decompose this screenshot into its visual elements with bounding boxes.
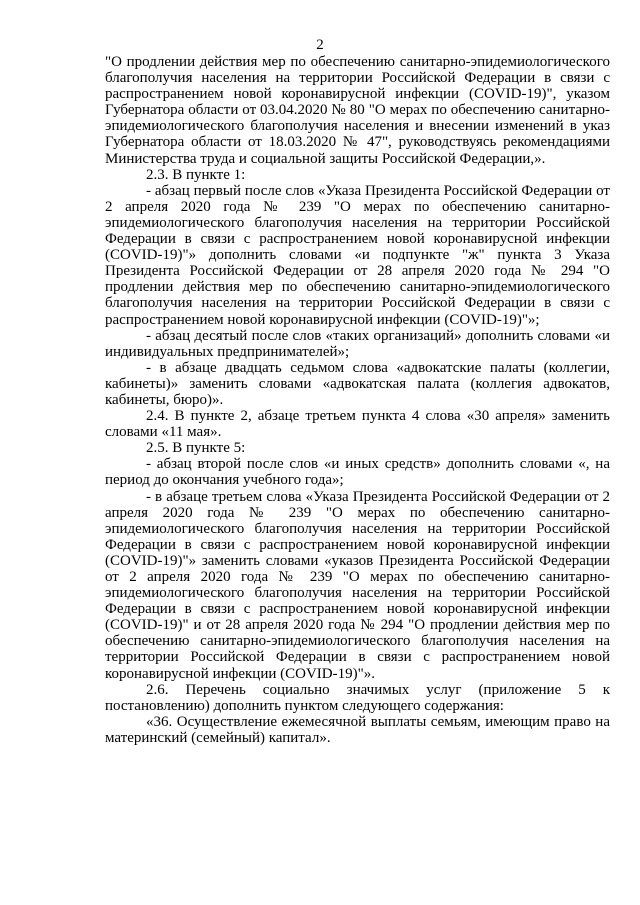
paragraph-2-5-item-1: - абзац второй после слов «и иных средств» дополнить словами «, на период до окончания учебного года»;	[105, 456, 610, 489]
paragraph-2-3-heading: 2.3. В пункте 1:	[146, 166, 246, 183]
paragraph-2-4: 2.4. В пункте 2, абзаце третьем пункта 4 слова «30 апреля» заменить словами «11 мая».	[105, 408, 610, 441]
paragraph-2-5-heading: 2.5. В пункте 5:	[146, 440, 246, 457]
paragraph-2-6-quote: «36. Осуществление ежемесячной выплаты семьям, имеющим право на материнский (семейный) капитал».	[105, 713, 610, 746]
page-number: 2	[316, 37, 324, 53]
paragraph-2-3-item-2: - абзац десятый после слов «таких организаций» дополнить словами «и индивидуальных предпринимателей»;	[105, 327, 610, 360]
paragraph-2-3-item-3: - в абзаце двадцать седьмом слова «адвокатские палаты (коллегии, кабинеты)» заменить словами «адвокатская палата (коллегия адвокатов, кабинеты, бюро)».	[105, 359, 610, 408]
paragraph-continuation: "О продлении действия мер по обеспечению санитарно-эпидемиологического благополучия населения на территории Российской Федерации в связи с распространением новой коронавирусной инфекции (COVID-19)", указом Губернатора области от 03.04.2020 № 80 "О мерах по обеспечению санитарно-эпидемиологического благополучия населения и внесении изменений в указ Губернатора области от 18.03.2020 № 47", руководствуясь рекомендациями Министерства труда и социальной защиты Российской Федерации,».	[105, 54, 610, 167]
document-body	[105, 54, 610, 746]
paragraph-2-5-item-2: - в абзаце третьем слова «Указа Президента Российской Федерации от 2 апреля 2020 года № 239 "О мерах по обеспечению санитарно-эпидемиологического благополучия населения на территории Российской Федерации в связи с распространением новой коронавирусной инфекции (COVID-19)"» заменить словами «указов Президента Российской Федерации от 2 апреля 2020 года № 239 "О мерах по обеспечению санитарно-эпидемиологического благополучия населения на территории Российской Федерации в связи с распространением новой коронавирусной инфекции (COVID-19)" и от 28 апреля 2020 года № 294 "О продлении действия мер по обеспечению санитарно-эпидемиологического благополучия населения на территории Российской Федерации в связи с распространением новой коронавирусной инфекции (COVID-19)"».	[105, 488, 610, 682]
paragraph-2-6: 2.6. Перечень социально значимых услуг (приложение 5 к постановлению) дополнить пунктом следующего содержания:	[105, 681, 610, 714]
paragraph-2-3-item-1: - абзац первый после слов «Указа Президента Российской Федерации от 2 апреля 2020 года № 239 "О мерах по обеспечению санитарно-эпидемиологического благополучия населения на территории Российской Федерации в связи с распространением новой коронавирусной инфекции (COVID-19)"» дополнить словами «и подпункте "ж" пункта 3 Указа Президента Российской Федерации от 28 апреля 2020 года № 294 "О продлении действия мер по обеспечению санитарно-эпидемиологического благополучия населения на территории Российской Федерации в связи с распространением новой коронавирусной инфекции (COVID-19)"»;	[105, 182, 610, 328]
